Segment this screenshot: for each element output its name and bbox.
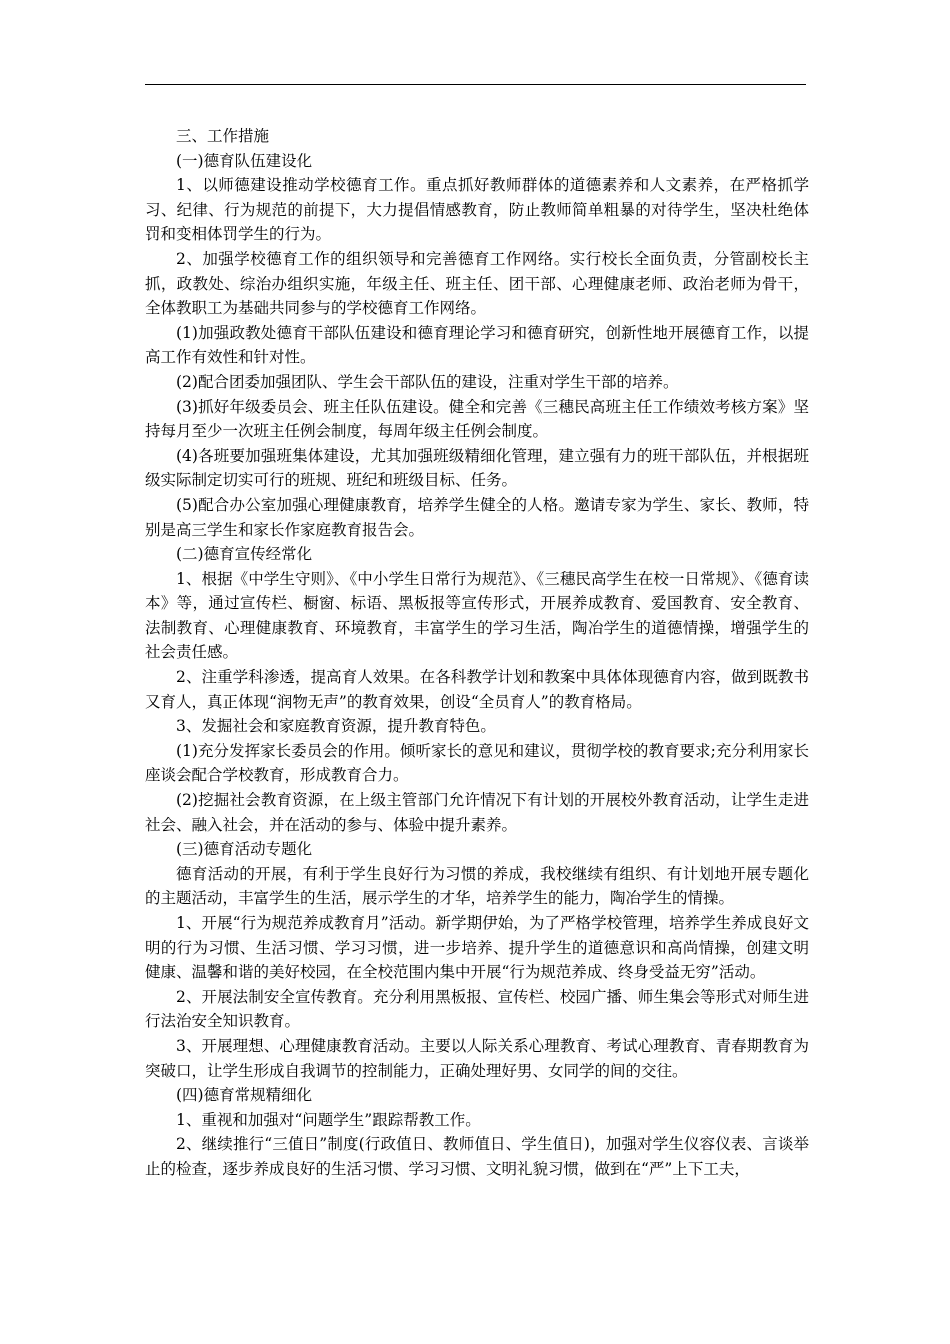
paragraph: 2、加强学校德育工作的组织领导和完善德育工作网络。实行校长全面负责，分管副校长主抓，政教处、综治办组织实施，年级主任、班主任、团干部、心理健康老师、政治老师为骨干，全体教职工为基础共同参与的学校德育工作网络。 [145, 249, 809, 318]
paragraph: (3)抓好年级委员会、班主任队伍建设。健全和完善《三穗民高班主任工作绩效考核方案》坚持每月至少一次班主任例会制度，每周年级主任例会制度。 [145, 397, 809, 441]
paragraph: 1、以师德建设推动学校德育工作。重点抓好教师群体的道德素养和人文素养，在严格抓学习、纪律、行为规范的前提下，大力提倡情感教育，防止教师简单粗暴的对待学生，坚决杜绝体罚和变相体罚学生的行为。 [145, 176, 809, 244]
paragraph: 3、发掘社会和家庭教育资源，提升教育特色。 [176, 717, 496, 736]
paragraph: 2、开展法制安全宣传教育。充分利用黑板报、宣传栏、校园广播、师生集会等形式对师生进行法治安全知识教育。 [145, 987, 809, 1031]
paragraph: (四)德育常规精细化 [176, 1086, 313, 1105]
paragraph: (1)加强政教处德育干部队伍建设和德育理论学习和德育研究，创新性地开展德育工作，以提高工作有效性和针对性。 [145, 323, 809, 367]
header-rule [145, 84, 806, 85]
paragraph: 德育活动的开展，有利于学生良好行为习惯的养成，我校继续有组织、有计划地开展专题化的主题活动，丰富学生的生活，展示学生的才华，培养学生的能力，陶冶学生的情操。 [145, 864, 809, 908]
paragraph: 1、重视和加强对“问题学生”跟踪帮教工作。 [176, 1110, 481, 1129]
paragraph: (4)各班要加强班集体建设，尤其加强班级精细化管理，建立强有力的班干部队伍，并根据班级实际制定切实可行的班规、班纪和班级目标、任务。 [145, 446, 809, 490]
paragraph: (2)挖掘社会教育资源，在上级主管部门允许情况下有计划的开展校外教育活动，让学生走进社会、融入社会，并在活动的参与、体验中提升素养。 [145, 791, 809, 834]
paragraph: 2、注重学科渗透，提高育人效果。在各科教学计划和教案中具体体现德育内容，做到既教书又育人，真正体现“润物无声”的教育效果，创设“全员育人”的教育格局。 [145, 668, 809, 711]
paragraph: 三、工作措施 [176, 127, 270, 145]
paragraph: (三)德育活动专题化 [176, 840, 313, 859]
paragraph: (1)充分发挥家长委员会的作用。倾听家长的意见和建议，贯彻学校的教育要求;充分利用家长座谈会配合学校教育，形成教育合力。 [145, 741, 809, 785]
paragraph: (2)配合团委加强团队、学生会干部队伍的建设，注重对学生干部的培养。 [176, 372, 679, 391]
paragraph: 1、开展“行为规范养成教育月”活动。新学期伊始，为了严格学校管理，培养学生养成良好文明的行为习惯、生活习惯、学习习惯，进一步培养、提升学生的道德意识和高尚情操，创建文明健康、温馨和谐的美好校园，在全校范围内集中开展“行为规范养成、终身受益无穷”活动。 [145, 914, 809, 982]
paragraph: (二)德育宣传经常化 [176, 545, 313, 564]
paragraph: 2、继续推行“三值日”制度(行政值日、教师值日、学生值日)，加强对学生仪容仪表、言谈举止的检查，逐步养成良好的生活习惯、学习习惯、文明礼貌习惯，做到在“严”上下工夫， [145, 1135, 809, 1178]
document-body [145, 124, 809, 1182]
paragraph: (5)配合办公室加强心理健康教育，培养学生健全的人格。邀请专家为学生、家长、教师，特别是高三学生和家长作家庭教育报告会。 [145, 495, 809, 539]
paragraph: (一)德育队伍建设化 [176, 151, 313, 170]
paragraph: 1、根据《中学生守则》、《中小学生日常行为规范》、《三穗民高学生在校一日常规》、《德育读本》等，通过宣传栏、橱窗、标语、黑板报等宣传形式，开展养成教育、爱国教育、安全教育、法制教育、心理健康教育、环境教育，丰富学生的学习生活，陶冶学生的道德情操，增强学生的社会责任感。 [145, 569, 809, 662]
paragraph: 3、开展理想、心理健康教育活动。主要以人际关系心理教育、考试心理教育、青春期教育为突破口，让学生形成自我调节的控制能力，正确处理好男、女同学的间的交往。 [145, 1036, 809, 1080]
